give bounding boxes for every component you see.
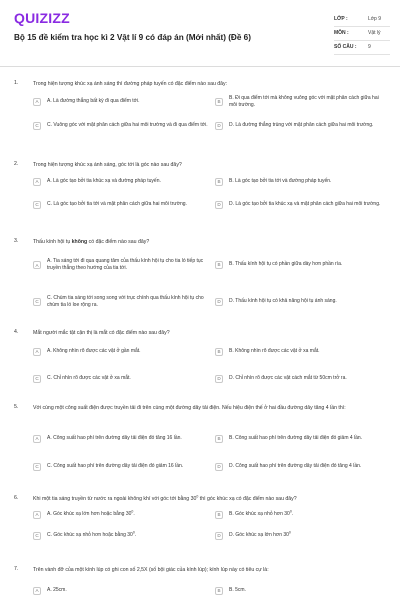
degree-superscript: 0 (131, 509, 134, 514)
option-text: B. Không nhìn rõ được các vật ở xa mắt. (229, 348, 320, 354)
info-value: Vật lý (368, 30, 381, 36)
option-letter: C (33, 375, 41, 383)
option-letter: D (215, 532, 223, 540)
question-text-part: Khi một tia sáng truyền từ nước ra ngoài không khí với góc tới bằng 30 (33, 496, 197, 502)
option-text-part: D. Góc khúc xạ lớn hơn 30 (229, 532, 289, 538)
option-text: D. Là đường thẳng trùng với mặt phân cách giữa hai môi trường. (229, 122, 374, 128)
option-d[interactable] (215, 459, 387, 474)
option-b[interactable] (215, 94, 387, 109)
option-text: C. Chùm tia sáng tới song song với trục chính qua thấu kính hội tụ cho chùm tia ló loe rộng ra. (47, 294, 204, 308)
option-text-part: A. Góc khúc xạ lớn hơn hoặc bằng 30 (47, 511, 132, 517)
option-b[interactable] (215, 257, 387, 272)
option-c[interactable] (33, 371, 213, 386)
info-row-count (334, 41, 390, 55)
question-text (33, 495, 383, 503)
degree-superscript: 0 (288, 530, 291, 535)
option-letter: B (215, 261, 223, 269)
option-a[interactable] (33, 344, 213, 359)
option-b[interactable] (215, 344, 387, 359)
option-b[interactable] (215, 583, 387, 598)
info-row-subject (334, 27, 390, 41)
info-value: Lớp 9 (368, 16, 382, 22)
option-a[interactable] (33, 94, 213, 109)
question-text-emphasis: không (71, 239, 88, 245)
option-text-part: . (291, 511, 294, 517)
info-key: SỐ CÂU : (334, 44, 357, 50)
option-letter: A (33, 511, 41, 519)
option-d[interactable] (215, 528, 387, 543)
info-panel (334, 13, 390, 55)
option-a[interactable] (33, 431, 213, 446)
option-text: B. 5cm. (229, 587, 246, 593)
option-c[interactable] (33, 528, 213, 543)
option-text: B. Thấu kính hội tụ có phần giữa dày hơn phần rìa. (229, 261, 343, 267)
option-letter: D (215, 122, 223, 130)
info-value: 9 (368, 44, 371, 50)
quizizz-logo: QUIZIZZ (14, 10, 70, 26)
option-text-part: . (134, 532, 137, 538)
question-number: 3. (14, 238, 19, 244)
question-number: 6. (14, 495, 19, 501)
option-letter: C (33, 532, 41, 540)
option-text: A. Là đường thẳng bất kỳ đi qua điểm tới. (47, 98, 140, 104)
option-a[interactable] (33, 507, 213, 522)
option-d[interactable] (215, 294, 387, 309)
option-letter: B (215, 98, 223, 106)
worksheet-header (0, 0, 400, 66)
option-a[interactable] (33, 254, 213, 276)
option-b[interactable] (215, 507, 387, 522)
question-number: 1. (14, 80, 19, 86)
option-letter: A (33, 348, 41, 356)
option-letter: B (215, 587, 223, 595)
option-a[interactable] (33, 174, 213, 189)
option-letter: C (33, 122, 41, 130)
option-letter: C (33, 298, 41, 306)
question-text: Với cùng một công suất điện được truyền tải đi trên cùng một đường dây tải điện. Nếu hiệu điện thế ở hai đầu đường dây tăng 4 lần thì: (33, 405, 346, 411)
info-key: LỚP : (334, 16, 348, 22)
option-text: A. Công suất hao phí trên đường dây tải điện đó tăng 16 lần. (47, 435, 182, 441)
option-text: C. Vuông góc với mặt phân cách giữa hai môi trường và đi qua điểm tới. (47, 122, 208, 128)
option-c[interactable] (33, 118, 213, 133)
option-letter: D (215, 298, 223, 306)
degree-superscript: 0 (196, 494, 199, 499)
option-text-part: . (133, 511, 135, 517)
header-divider (0, 66, 400, 67)
option-c[interactable] (33, 197, 213, 212)
option-text (47, 532, 136, 539)
option-text: C. Là góc tạo bởi tia tới và mặt phân cách giữa hai môi trường. (47, 201, 187, 207)
option-d[interactable] (215, 197, 387, 212)
option-text: A. Tia sáng tới đi qua quang tâm của thấu kính hội tụ cho tia ló tiếp tục truyền thẳng theo hướng của tia tới. (47, 258, 204, 271)
option-letter: C (33, 201, 41, 209)
option-b[interactable] (215, 174, 387, 189)
question-text-part: có đặc điểm nào sau đây? (87, 239, 150, 245)
option-text: D. Là góc tạo bởi tia khúc xạ và mặt phân cách giữa hai môi trường. (229, 201, 381, 207)
question-number: 5. (14, 404, 19, 410)
option-text-part: B. Góc khúc xạ nhỏ hơn 30 (229, 511, 290, 517)
option-text (229, 511, 293, 518)
option-letter: D (215, 375, 223, 383)
option-text (229, 532, 291, 539)
option-letter: A (33, 587, 41, 595)
option-letter: D (215, 463, 223, 471)
option-letter: A (33, 98, 41, 106)
question-number: 2. (14, 161, 19, 167)
option-text: A. Không nhìn rõ được các vật ở gần mắt. (47, 348, 141, 354)
option-text: B. Đi qua điểm tới mà không vuông góc với mặt phân cách giữa hai môi trường. (229, 94, 379, 108)
option-letter: B (215, 511, 223, 519)
question-text-part: Thấu kính hội tụ (33, 239, 72, 245)
info-key: MÔN : (334, 30, 349, 36)
question-text-part: thì góc khúc xạ có đặc điểm nào sau đây? (198, 496, 297, 502)
info-row-class (334, 13, 390, 27)
page-title: Bộ 15 đề kiểm tra học kì 2 Vật lí 9 có đáp án (Mới nhất) (Đề 6) (14, 33, 251, 42)
degree-superscript: 0 (289, 509, 292, 514)
question-text: Mắt người mắc tật cận thị là mắt có đặc điểm nào sau đây? (33, 330, 170, 336)
option-letter: B (215, 435, 223, 443)
option-letter: A (33, 261, 41, 269)
option-letter: B (215, 178, 223, 186)
option-text: D. Chỉ nhìn rõ được các vật cách mắt từ 50cm trở ra. (229, 375, 347, 381)
question-text (33, 238, 383, 246)
option-letter: A (33, 178, 41, 186)
option-d[interactable] (215, 118, 387, 133)
degree-superscript: 0 (132, 530, 135, 535)
option-text: B. Là góc tạo bởi tia tới và đường pháp tuyến. (229, 178, 332, 184)
question-number: 7. (14, 566, 19, 572)
question-text: Trên vành đỡ của một kính lúp có ghi con số 2,5X (số bội giác của kính lúp); kính lúp này có tiêu cự là: (33, 567, 269, 573)
option-text-part: C. Góc khúc xạ nhỏ hơn hoặc bằng 30 (47, 532, 133, 538)
question-text: Trong hiện tượng khúc xạ ánh sáng, góc tới là góc nào sau đây? (33, 162, 182, 168)
option-letter: B (215, 348, 223, 356)
question-number: 4. (14, 329, 19, 335)
option-text: A. Là góc tạo bởi tia khúc xạ và đường pháp tuyến. (47, 178, 161, 184)
option-letter: D (215, 201, 223, 209)
option-c[interactable] (33, 294, 213, 309)
option-a[interactable] (33, 583, 213, 598)
option-text: C. Chỉ nhìn rõ được các vật ở xa mắt. (47, 375, 131, 381)
option-letter: A (33, 435, 41, 443)
option-text (47, 511, 135, 518)
question-text: Trong hiện tượng khúc xạ ánh sáng thì đường pháp tuyến có đặc điểm nào sau đây: (33, 81, 228, 87)
option-letter: C (33, 463, 41, 471)
option-text: C. Công suất hao phí trên đường dây tải điện đó giảm 16 lần. (47, 463, 184, 469)
option-b[interactable] (215, 431, 387, 446)
option-d[interactable] (215, 371, 387, 386)
option-text: D. Thấu kính hội tụ có khả năng hội tụ ánh sáng. (229, 298, 337, 304)
option-text: B. Công suất hao phí trên đường dây tải điện đó giảm 4 lần. (229, 435, 363, 441)
option-c[interactable] (33, 459, 213, 474)
option-text: D. Công suất hao phí trên đường dây tải điện đó tăng 4 lần. (229, 463, 362, 469)
option-text: A. 25cm. (47, 587, 67, 593)
